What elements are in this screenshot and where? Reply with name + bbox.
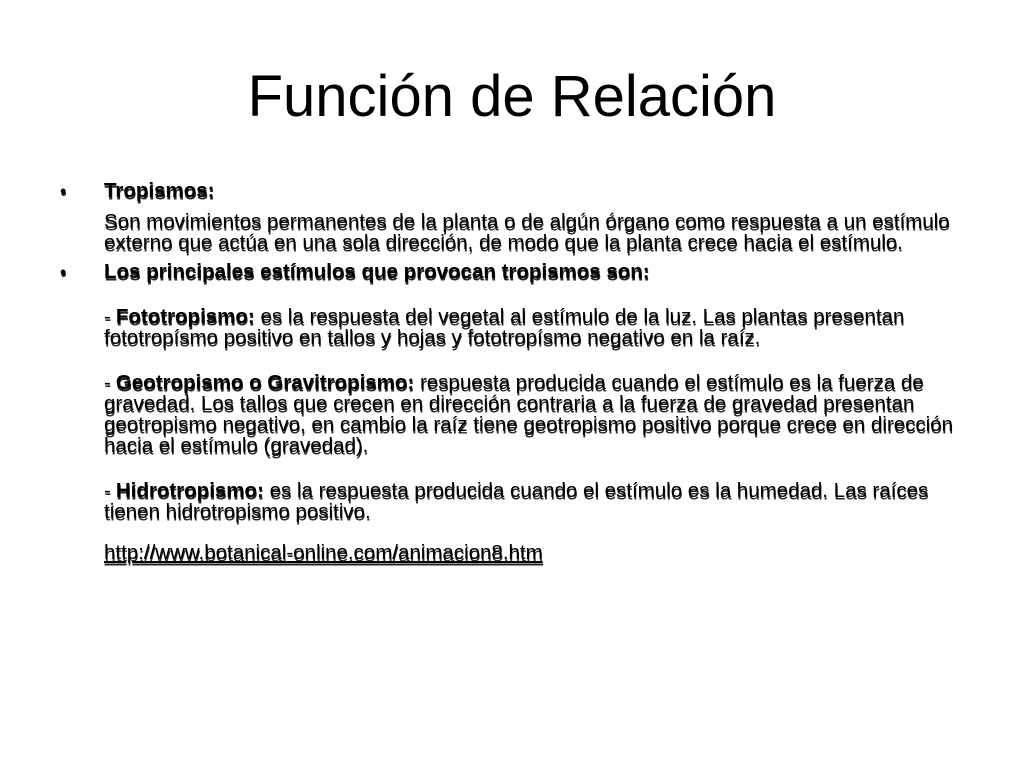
item-geotropismo (104, 372, 964, 456)
bullet-content (104, 261, 964, 563)
item-hidrotropismo (104, 480, 964, 522)
dash-marker: - (104, 305, 111, 328)
bullet-icon: • (60, 181, 67, 201)
text-hidrotropismo: es la respuesta producida cuando el estímulo es la humedad. Las raíces tienen hidrotropismo positivo. (104, 479, 929, 523)
term-fototropismo: Fototropismo: (115, 305, 255, 328)
bullet-content (104, 180, 964, 253)
tropismos-heading: Tropismos: (104, 179, 215, 202)
link-paragraph (104, 542, 964, 563)
dash-marker: - (104, 479, 111, 502)
bullet-tropismos (58, 180, 964, 253)
item-fototropismo (104, 306, 964, 348)
estimulos-heading: Los principales estímulos que provocan tropismos son: (104, 260, 650, 283)
dash-marker: - (104, 371, 111, 394)
slide-title: Función de Relación (247, 64, 777, 129)
slide-body (58, 180, 964, 563)
bullet-estimulos (58, 261, 964, 563)
botanical-link[interactable]: http://www.botanical-online.com/animacion8.htm (104, 541, 543, 564)
text-geotropismo: respuesta producida cuando el estímulo es la fuerza de gravedad. Los tallos que crecen en dirección contraria a la fuerza de gravedad presentan geotropismo negativo, en cambio la raíz tiene geotropismo positivo porque crece en dirección hacia el estímulo (gravedad). (104, 371, 953, 457)
bullet-icon: • (60, 262, 67, 282)
term-hidrotropismo: Hidrotropismo: (115, 479, 264, 502)
tropismos-text: Son movimientos permanentes de la planta o de algún órgano como respuesta a un estímulo externo que actúa en una sola dirección, de modo que la planta crece hacia el estímulo. (104, 210, 950, 254)
term-geotropismo: Geotropismo o Gravitropismo: (115, 371, 415, 394)
text-fototropismo: es la respuesta del vegetal al estímulo de la luz. Las plantas presentan fototropísmo positivo en tallos y hojas y fototropísmo negativo en la raíz. (104, 305, 905, 349)
